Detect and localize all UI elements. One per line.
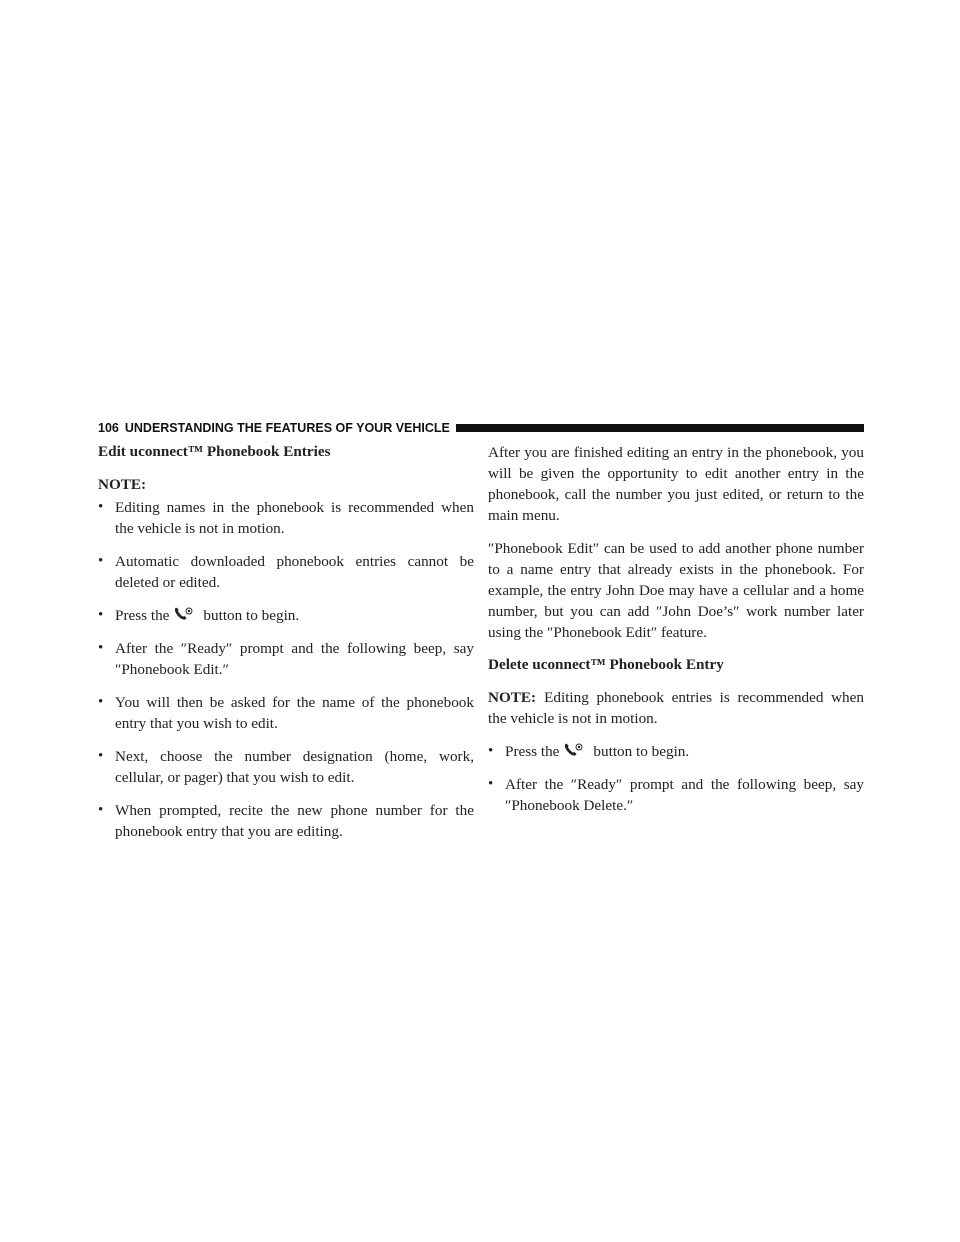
list-item: • You will then be asked for the name of the phonebook entry that you wish to edit. [98, 692, 474, 734]
list-item: • Next, choose the number designation (home, work, cellular, or pager) that you wish to edit. [98, 746, 474, 788]
left-column [98, 442, 474, 854]
note-label: NOTE: [98, 476, 147, 493]
list-item: • Automatic downloaded phonebook entries cannot be deleted or edited. [98, 551, 474, 593]
press-text-after: button to begin. [203, 607, 300, 624]
page-number: 106 [98, 421, 119, 435]
press-text-before: Press the [505, 743, 560, 760]
note-label: NOTE: [488, 689, 537, 706]
note-paragraph [488, 687, 864, 729]
list-item: • After the ″Ready″ prompt and the following beep, say ″Phonebook Delete.″ [488, 774, 864, 816]
list-item: • After the ″Ready″ prompt and the following beep, say ″Phonebook Edit.″ [98, 638, 474, 680]
note-text: Editing phonebook entries is recommended when the vehicle is not in motion. [488, 689, 864, 727]
press-text-after: button to begin. [593, 743, 690, 760]
list-item-press [488, 741, 864, 762]
paragraph: ″Phonebook Edit″ can be used to add another phone number to a name entry that already exists in the phonebook. For example, the entry John Doe may have a cellular and a home number, but you can add ″John Doe’s″ work number later using the ″Phonebook Edit″ feature. [488, 540, 864, 641]
press-text-before: Press the [115, 607, 170, 624]
phone-voice-icon [563, 742, 583, 758]
edit-heading: Edit uconnect™ Phonebook Entries [98, 443, 331, 460]
right-column [488, 442, 864, 828]
paragraph: After you are finished editing an entry in the phonebook, you will be given the opportunity to edit another entry in the phonebook, call the number you just edited, or return to the main menu. [488, 444, 864, 524]
list-item-press [98, 605, 474, 626]
page-header [98, 419, 864, 437]
delete-heading: Delete uconnect™ Phonebook Entry [488, 656, 724, 673]
list-item: • When prompted, recite the new phone number for the phonebook entry that you are editing. [98, 800, 474, 842]
section-title: UNDERSTANDING THE FEATURES OF YOUR VEHICLE [124, 421, 450, 435]
phone-voice-icon [173, 606, 193, 622]
list-item: • Editing names in the phonebook is recommended when the vehicle is not in motion. [98, 497, 474, 539]
header-rule [456, 424, 864, 432]
